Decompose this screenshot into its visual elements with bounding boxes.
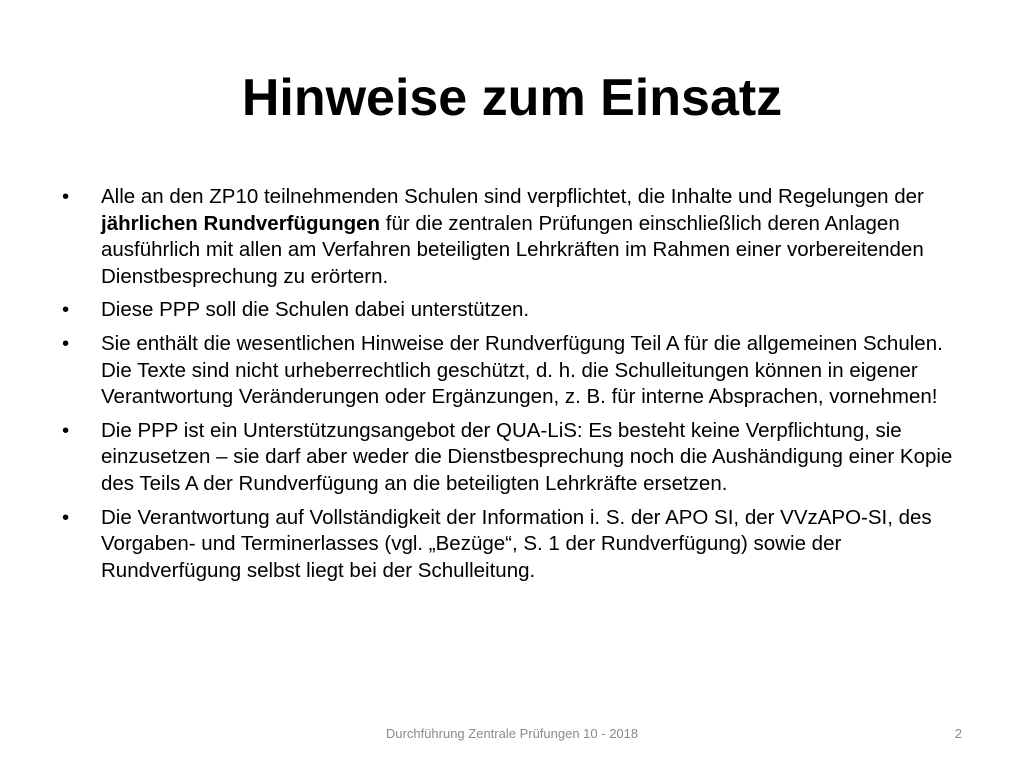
bullet-text-2: Diese PPP soll die Schulen dabei unterstützen. (101, 298, 530, 322)
bullet-icon: • (62, 505, 70, 529)
bullet-item-3 (62, 331, 962, 411)
bullet-text-1-post: für die zentralen Prüfungen einschließlich deren Anlagen ausführlich mit allen am Verfahren beteiligten Lehrkräften im Rahmen einer vorbereitenden Dienstbesprechung zu erörtern. (101, 211, 924, 288)
footer-text: Durchführung Zentrale Prüfungen 10 - 2018 (385, 726, 639, 741)
bullet-item-2 (62, 297, 962, 324)
bullet-text-5: Die Verantwortung auf Vollständigkeit der Information i. S. der APO SI, der VVzAPO-SI, des Vorgaben- und Terminerlasses (vgl. „Bezüge“, S. 1 der Rundverfügung) sowie der Rundverfügung selbst liegt bei der Schulleitung. (101, 505, 932, 582)
bullet-text-1-bold: jährlichen Rundverfügungen (101, 211, 381, 235)
bullet-text-4: Die PPP ist ein Unterstützungsangebot der QUA-LiS: Es besteht keine Verpflichtung, sie einzusetzen – sie darf aber weder die Dienstbesprechung noch die Aushändigung einer Kopie des Teils A der Rundverfügung an die beteiligten Lehrkräfte ersetzen. (101, 418, 953, 495)
bullet-text-1-pre: Alle an den ZP10 teilnehmenden Schulen sind verpflichtet, die Inhalte und Regelungen der (101, 185, 924, 208)
bullet-item-1 (62, 184, 962, 290)
bullet-icon: • (62, 298, 70, 322)
bullet-list (62, 184, 962, 591)
bullet-text-3: Sie enthält die wesentlichen Hinweise der Rundverfügung Teil A für die allgemeinen Schulen. Die Texte sind nicht urheberrechtlich geschützt, d. h. die Schulleitungen können in eigener Verantwortung Veränderungen oder Ergänzungen, z. B. für interne Absprachen, vornehmen! (101, 331, 943, 409)
bullet-item-4 (62, 418, 962, 498)
bullet-icon: • (62, 418, 70, 442)
bullet-icon: • (62, 331, 70, 355)
bullet-icon: • (62, 185, 70, 208)
page-number: 2 (954, 726, 962, 741)
slide-title: Hinweise zum Einsatz (241, 69, 783, 127)
bullet-item-5 (62, 505, 962, 585)
